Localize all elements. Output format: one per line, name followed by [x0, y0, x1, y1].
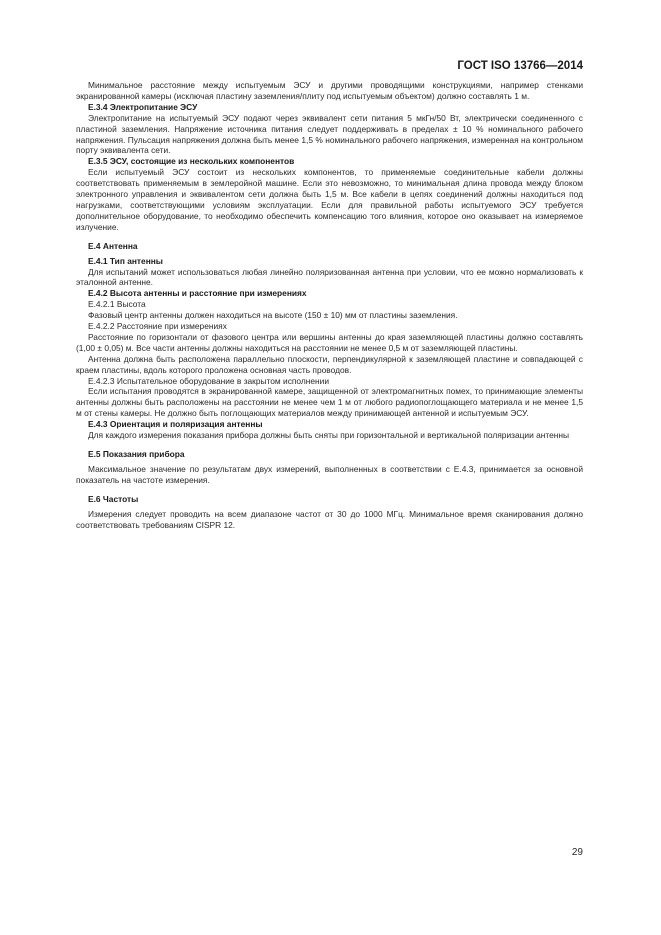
subsection-heading: Е.4.2.1 Высота	[88, 299, 146, 310]
paragraph: Измерения следует проводить на всем диапазоне частот от 30 до 1000 МГц. Минимальное время сканирования должно соответствовать требованиям CISPR 12.	[76, 508, 583, 530]
paragraph: Если испытания проводятся в экранированной камере, защищенной от электромагнитных помех, то принимающие элементы антенны должны быть расположены на расстоянии не менее чем 1 м от любого радиопоглощающего материала и не менее 1,5 м от стены камеры. Не должно быть поглощающих материалов между принимающей антенной и испытуемым ЭСУ.	[76, 386, 583, 419]
section-heading: Е.4.1 Тип антенны	[88, 255, 163, 266]
section-heading: Е.6 Частоты	[88, 493, 139, 504]
section-heading: Е.4 Антенна	[88, 240, 138, 251]
paragraph: Фазовый центр антенны должен находиться на высоте (150 ± 10) мм от пластины заземления.	[88, 310, 458, 321]
paragraph: Минимальное расстояние между испытуемым ЭСУ и другими проводящими конструкциями, например стенками экранированной камеры (исключая пластину заземления/плиту под испытуемым объектом) должно составлять 1 м.	[76, 80, 583, 101]
paragraph: Если испытуемый ЭСУ состоит из нескольких компонентов, то применяемые соединительные кабели должны соответствовать применяемым в землеройной машине. Если это невозможно, то минимальная длина провода между блоком электронного управления и эквивалентом сети должна быть 1,5 м. Все кабели в цепях соединений должны находиться под нагрузками, соответствующими условиям эксплуатации. Если для правильной работы испытуемого ЭСУ требуется дополнительное оборудование, то необходимо обеспечить компенсацию того влияния, которое оно оказывает на измеряемое излучение.	[76, 167, 583, 232]
section-heading: Е.3.4 Электропитание ЭСУ	[88, 101, 198, 112]
document-body	[76, 80, 583, 530]
section-heading: Е.5 Показания прибора	[88, 449, 185, 459]
paragraph: Электропитание на испытуемый ЭСУ подают через эквивалент сети питания 5 мкГн/50 Вт, электрически соединенного с пластиной заземления. Напряжение источника питания следует поддерживать в пределах ± 10 % номинального рабочего напряжения. Пульсация напряжения должна быть менее 1,5 % номинального рабочего напряжения, измеренная на контрольном порту эквивалента сети.	[76, 112, 583, 156]
section-heading: Е.4.3 Ориентация и поляризация антенны	[88, 419, 263, 430]
paragraph: Антенна должна быть расположена параллельно плоскости, перпендикулярной к заземляющей пластине и совпадающей с краем пластины, вдоль которого проложена основная часть проводов.	[76, 353, 583, 375]
subsection-heading: Е.4.2.3 Испытательное оборудование в закрытом исполнении	[88, 375, 330, 386]
section-heading: Е.3.5 ЭСУ, состоящие из нескольких компонентов	[88, 156, 295, 167]
paragraph: Расстояние по горизонтали от фазового центра или вершины антенны до края заземляющей пластины должно составлять (1,00 ± 0,05) м. Все части антенны должны находиться на расстоянии не менее 0,5 м от заземляющей пластины.	[76, 331, 583, 353]
page-number: 29	[571, 847, 583, 858]
paragraph: Максимальное значение по результатам двух измерений, выполненных в соответствии с Е.4.3, принимается за основной показатель на частоте измерения.	[76, 463, 583, 485]
document-code-header: ГОСТ ISO 13766—2014	[457, 60, 583, 72]
subsection-heading: Е.4.2.2 Расстояние при измерениях	[88, 321, 227, 332]
paragraph: Для испытаний может использоваться любая линейно поляризованная антенна при условии, что ее можно нормализовать к эталонной антенне.	[76, 266, 583, 288]
paragraph: Для каждого измерения показания прибора должны быть сняты при горизонтальной и вертикальной поляризации антенны	[88, 430, 570, 441]
section-heading: Е.4.2 Высота антенны и расстояние при измерениях	[88, 288, 307, 299]
